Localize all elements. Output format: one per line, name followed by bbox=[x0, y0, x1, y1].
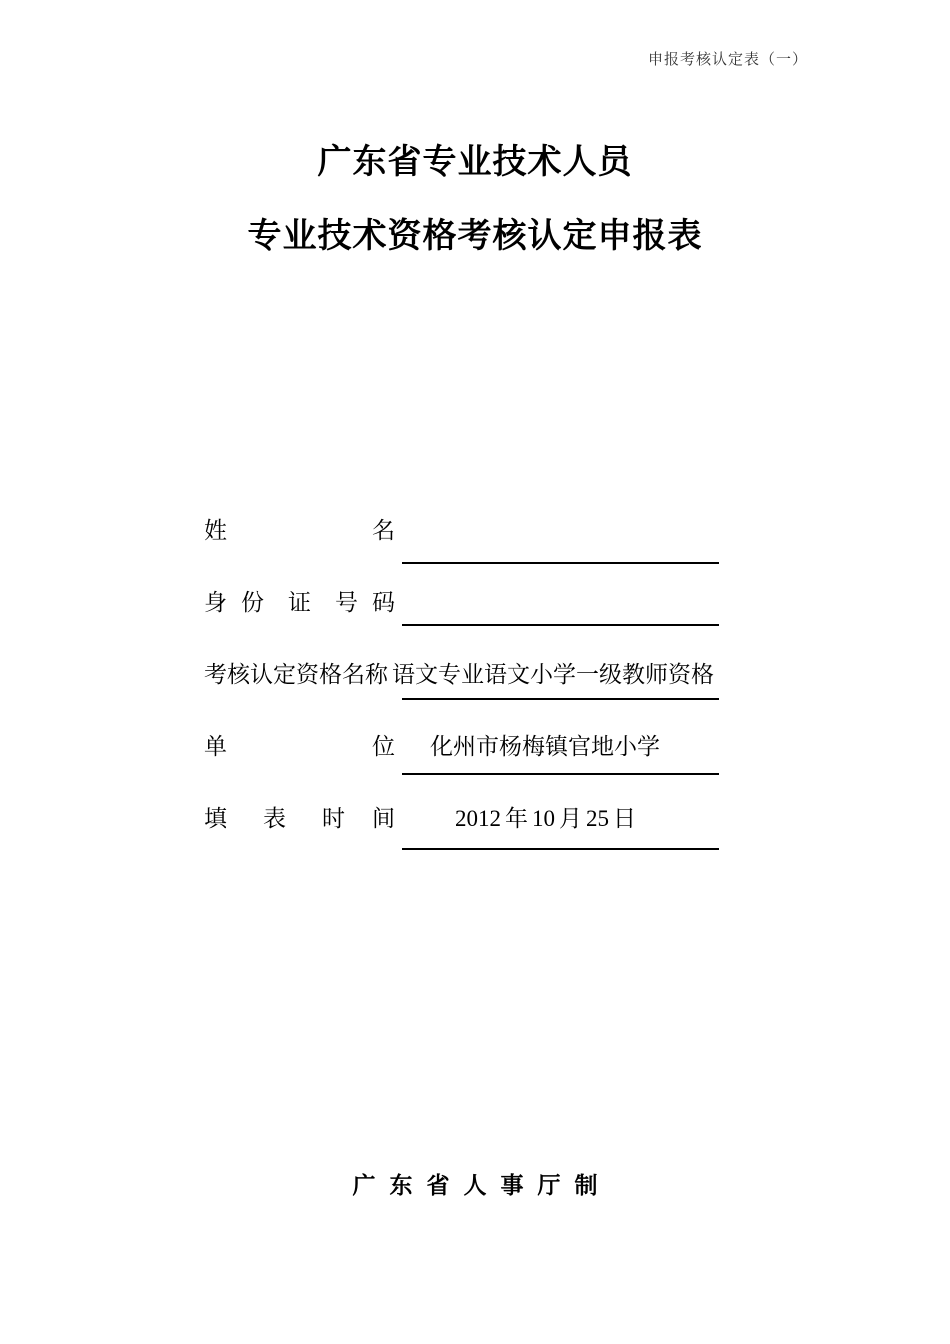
id-label-char-2: 份 bbox=[241, 590, 264, 616]
qualification-value[interactable]: 语文专业语文小学一级教师资格 bbox=[392, 662, 714, 688]
form-number-note: 申报考核认定表（一） bbox=[647, 50, 808, 68]
date-label-char-1: 填 bbox=[204, 806, 227, 832]
date-day: 25 bbox=[586, 806, 609, 831]
qualification-underline bbox=[402, 698, 719, 700]
unit-label-char-1: 单 bbox=[204, 734, 227, 760]
id-label-char-5: 码 bbox=[372, 590, 395, 616]
id-label-char-4: 号 bbox=[335, 590, 358, 616]
name-underline bbox=[402, 562, 719, 564]
id-label-char-3: 证 bbox=[288, 590, 311, 616]
page-title-line1: 广东省专业技术人员 bbox=[317, 142, 633, 182]
page-title-line2: 专业技术资格考核认定申报表 bbox=[247, 216, 703, 256]
id-number-underline bbox=[402, 624, 719, 626]
unit-label-char-2: 位 bbox=[372, 734, 395, 760]
date-day-unit: 日 bbox=[613, 806, 636, 832]
date-year-unit: 年 bbox=[505, 806, 528, 832]
unit-underline bbox=[402, 773, 719, 775]
date-month: 10 bbox=[532, 806, 555, 831]
issuer-footer: 广东省人事厅制 bbox=[352, 1173, 612, 1199]
id-label-char-1: 身 bbox=[204, 590, 227, 616]
date-month-unit: 月 bbox=[559, 806, 582, 832]
name-label-char-2: 名 bbox=[372, 518, 395, 544]
fill-date-value[interactable] bbox=[455, 804, 636, 834]
date-label-char-3: 时 bbox=[322, 806, 345, 832]
date-year: 2012 bbox=[455, 806, 501, 831]
qualification-label-text: 考核认定资格名称 bbox=[204, 662, 388, 688]
unit-value[interactable]: 化州市杨梅镇官地小学 bbox=[430, 734, 660, 760]
fill-date-underline bbox=[402, 848, 719, 850]
date-label-char-2: 表 bbox=[263, 806, 286, 832]
date-label-char-4: 间 bbox=[372, 806, 395, 832]
name-label-char-1: 姓 bbox=[204, 518, 227, 544]
